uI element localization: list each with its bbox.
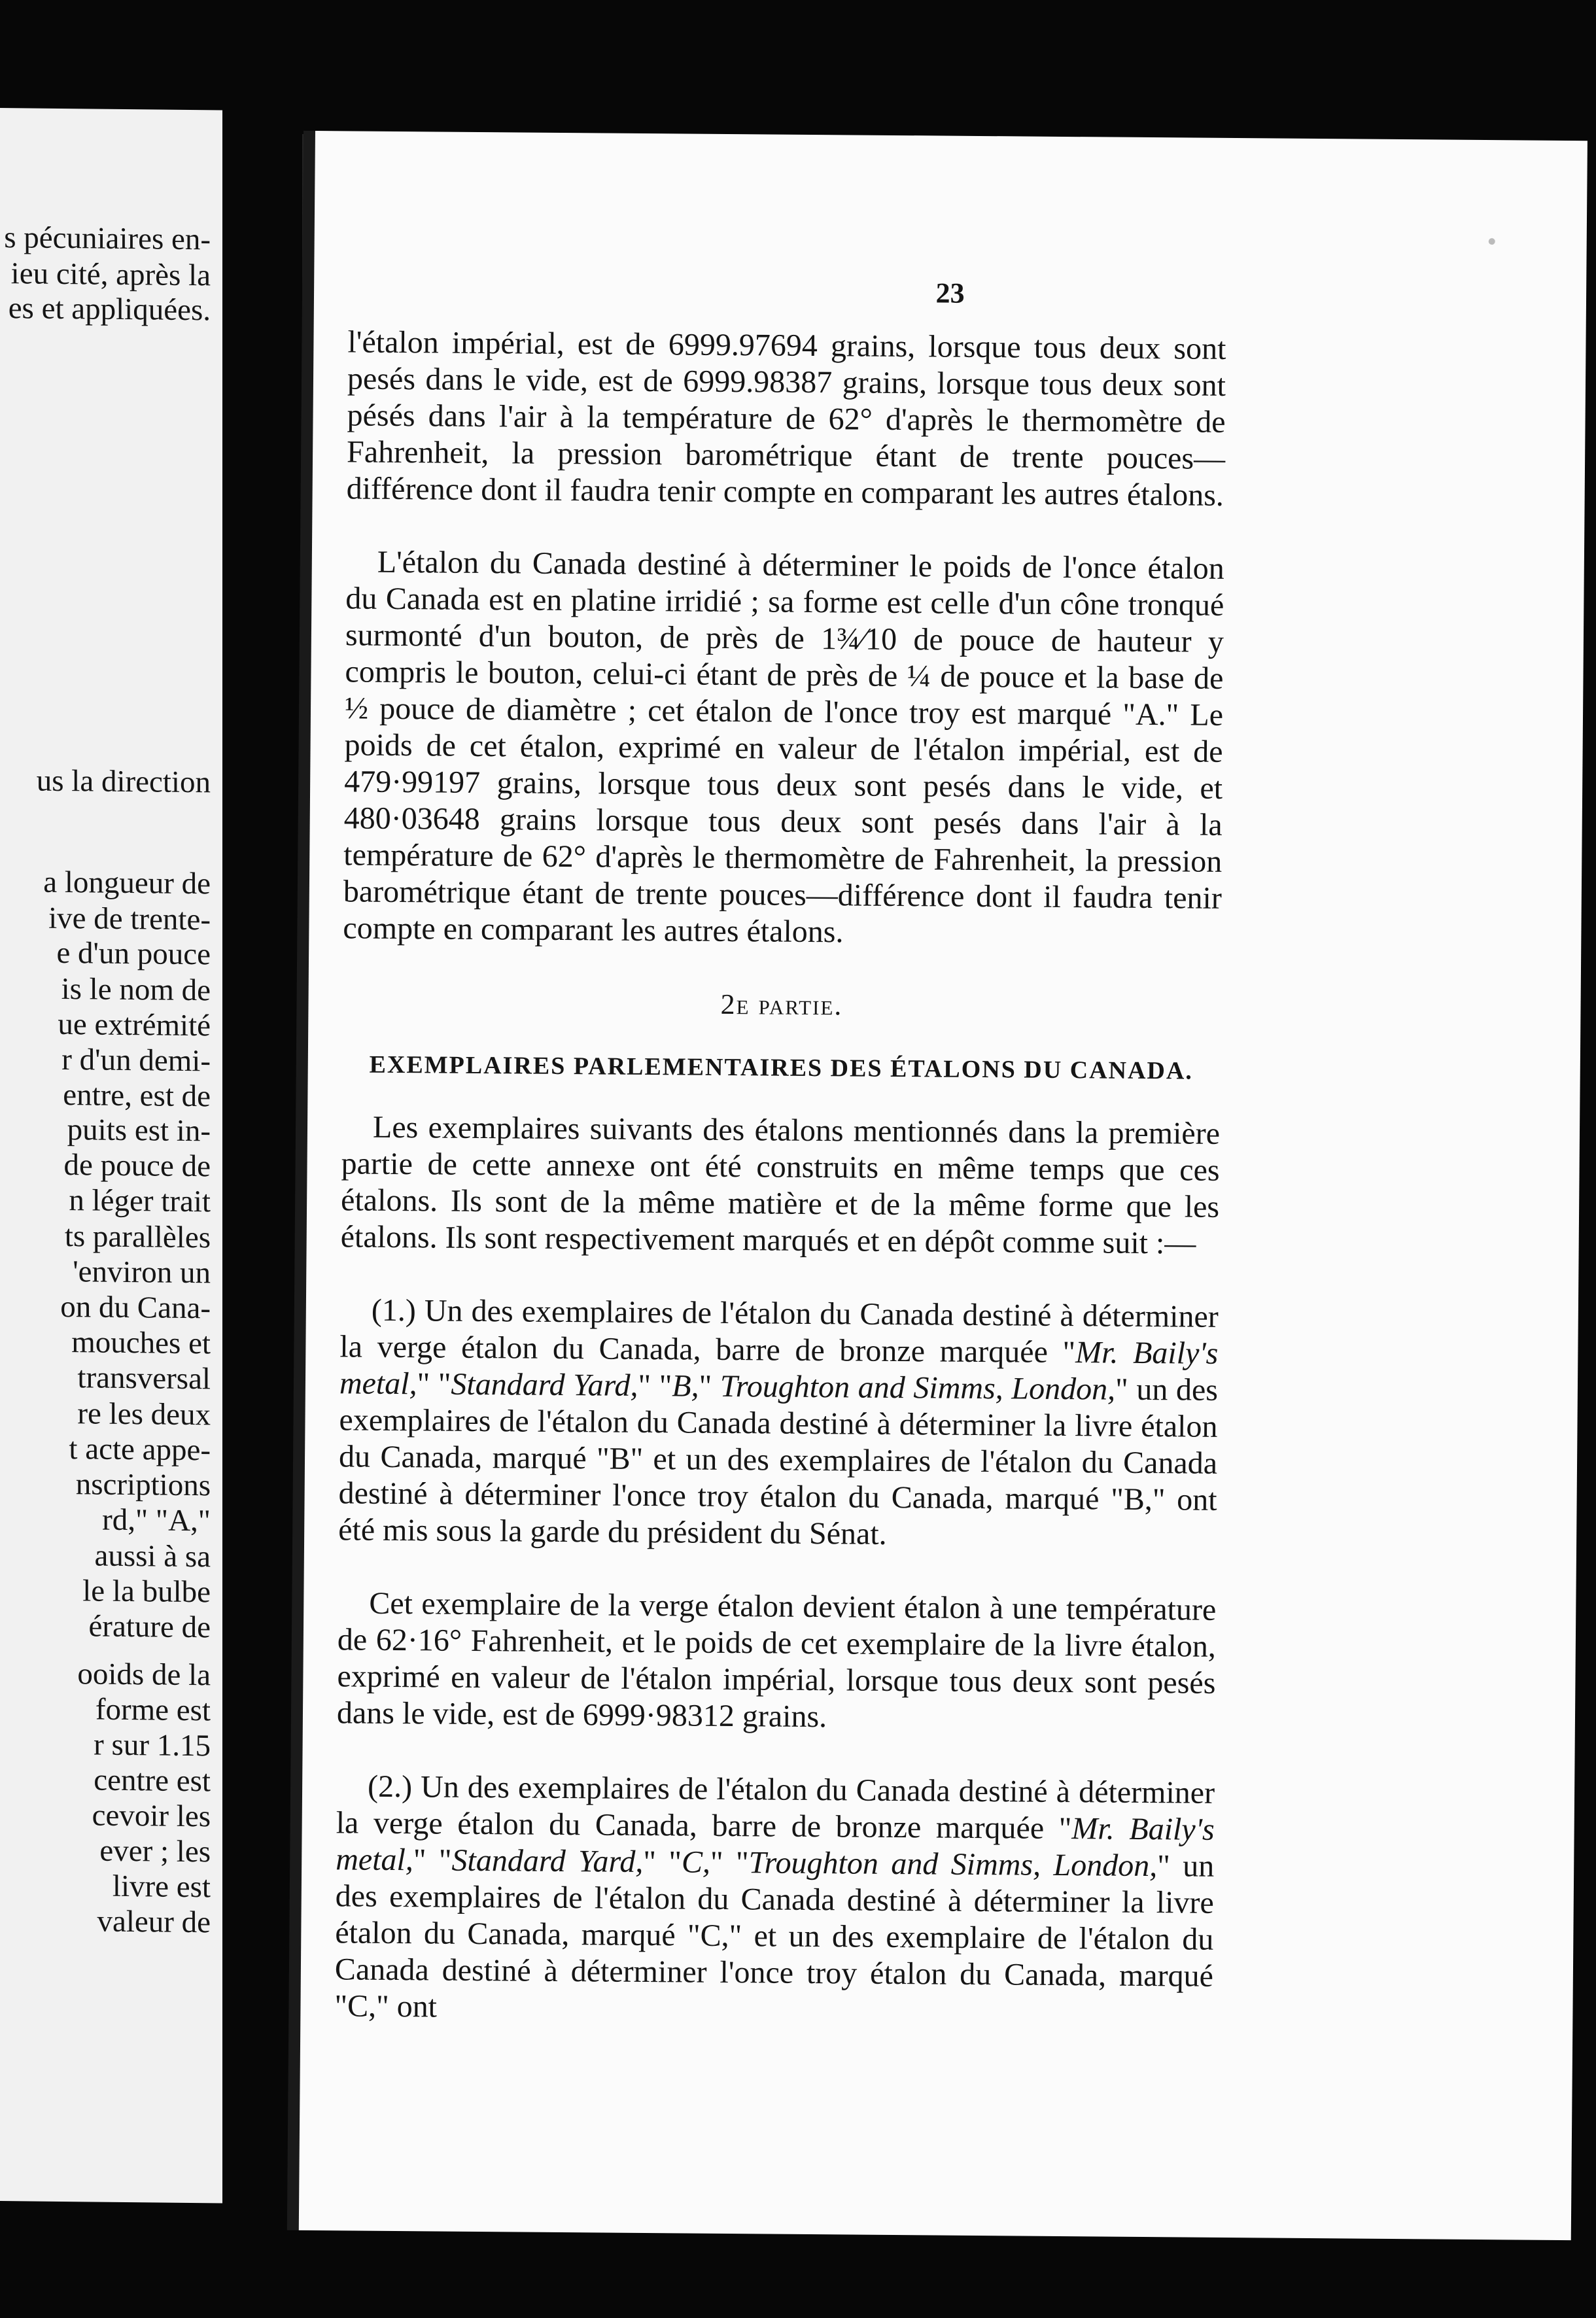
paragraph-3: Les exemplaires suivants des étalons mentionnés dans la première partie de cette annexe ont été construits en même temps que ces étalons. Ils sont de la même matière et de la même forme que les étalons. Ils sont respectivement marqués et en dépôt comme suit :—	[340, 1109, 1221, 1261]
paragraph-6-text: " un des exemplaires de l'étalon du Canada destiné à déterminer la livre étalon du Canada, marqué "C," et un des exemplaire de l'étalon du Canada destiné à déterminer l'once troy étalon du Canada, marqué "C," ont	[334, 1848, 1215, 2024]
previous-page-line: ive de trente-	[48, 901, 211, 937]
previous-page-line: s pécuniaires en-	[4, 220, 211, 257]
previous-page-line: érature de	[88, 1609, 211, 1645]
previous-page-line: 'environ un	[73, 1254, 211, 1290]
previous-page-line: on du Cana-	[60, 1289, 211, 1326]
previous-page-line: puits est in-	[67, 1113, 211, 1149]
paragraph-6-italic: Mr. Baily's metal,	[336, 1811, 1215, 1878]
paragraph-1: l'étalon impérial, est de 6999.97694 grains, lorsque tous deux sont pesés dans le vide, est de 6999.98387 grains, lorsque tous deux sont pésés dans l'air à la température de 62° d'après le thermomètre de Fahrenheit, la pression barométrique étant de trente pouces—différence dont il faudra tenir compte en comparant les autres étalons.	[346, 324, 1226, 513]
section-subheading: EXEMPLAIRES PARLEMENTAIRES DES ÉTALONS DU CANADA.	[369, 1050, 1194, 1085]
previous-page-line: mouches et	[71, 1325, 211, 1361]
previous-page-line: re les deux	[77, 1396, 211, 1432]
previous-page-line: ever ; les	[99, 1833, 211, 1869]
paragraph-4	[338, 1292, 1219, 1555]
page-number: 23	[935, 277, 965, 309]
previous-page-line: us la direction	[36, 763, 211, 800]
previous-page-line: is le nom de	[61, 971, 211, 1008]
previous-page-line: t acte appe-	[69, 1432, 211, 1468]
paragraph-6-italic: C,	[681, 1844, 711, 1880]
previous-page-line: ue extrémité	[58, 1007, 211, 1043]
previous-page-line: cevoir les	[92, 1798, 211, 1834]
paragraph-4-italic: B,	[672, 1368, 699, 1404]
paragraph-4-italic: Troughton and Simms, London,	[720, 1368, 1116, 1407]
previous-page-line: r sur 1.15	[94, 1727, 211, 1763]
previous-page-line: aussi à sa	[94, 1538, 211, 1574]
paragraph-6-italic: Troughton and Simms, London,	[748, 1845, 1158, 1884]
previous-page-line: ts parallèles	[64, 1219, 211, 1255]
previous-page-line: centre est	[94, 1763, 211, 1799]
paragraph-4-italic: Standard Yard,	[451, 1366, 638, 1403]
paragraph-4-text: " "	[638, 1368, 672, 1404]
paragraph-4-text: "	[699, 1368, 721, 1404]
previous-page-line: livre est	[112, 1869, 211, 1905]
previous-page-line: forme est	[95, 1692, 211, 1728]
previous-page-line: valeur de	[97, 1904, 211, 1940]
previous-page-line: es et appliquées.	[8, 291, 211, 328]
previous-page-line: ieu cité, après la	[10, 256, 211, 293]
section-heading: 2e partie.	[720, 988, 843, 1022]
page-body	[334, 324, 1226, 2031]
paragraph-4-text: " "	[417, 1366, 451, 1402]
previous-page-line: le la bulbe	[82, 1574, 211, 1610]
paragraph-4-text: (1.) Un des exemplaires de l'étalon du Canada destiné à déterminer la verge étalon du Canada, barre de bronze marquée "	[339, 1292, 1219, 1370]
paragraph-6-text: " "	[643, 1844, 682, 1880]
paragraph-6	[334, 1768, 1215, 2032]
paragraph-6-text: " "	[413, 1842, 452, 1878]
previous-page-line: nscriptions	[75, 1467, 211, 1503]
previous-page-line: de pouce de	[63, 1148, 211, 1184]
speck-mark	[1489, 238, 1495, 245]
previous-page-line: e d'un pouce	[56, 935, 211, 972]
previous-page-line: n léger trait	[69, 1183, 211, 1219]
paragraph-6-italic: Standard Yard,	[451, 1842, 644, 1880]
previous-page-line: ooids de la	[77, 1657, 211, 1693]
previous-page-line: r d'un demi-	[61, 1042, 211, 1079]
current-page	[299, 131, 1587, 2240]
previous-page-line: entre, est de	[63, 1078, 211, 1114]
paragraph-6-text: " "	[710, 1844, 749, 1880]
paragraph-5: Cet exemplaire de la verge étalon devient étalon à une température de 62·16° Fahrenheit, et le poids de cet exemplaire de la livre étalon, exprimé en valeur de l'étalon impérial, lorsque tous deux sont pesés dans le vide, est de 6999·98312 grains.	[336, 1585, 1217, 1735]
paragraph-4-italic: Mr. Baily's metal,	[339, 1335, 1219, 1402]
paragraph-2: L'étalon du Canada destiné à déterminer le poids de l'once étalon du Canada est en platine irridié ; sa forme est celle d'un cône tronqué surmonté d'un bouton, de près de 1¾⁄10 de pouce de hauteur y compris le bouton, celui-ci étant de près de ¼ de pouce et la base de ½ pouce de diamètre ; cet étalon de l'once troy est marqué "A." Le poids de cet étalon, exprimé en valeur de l'étalon impérial, est de 479·99197 grains, lorsque tous deux sont pesés dans le vide, et 480·03648 grains lorsque tous deux sont pesés dans l'air à la température de 62° d'après le thermomètre de Fahrenheit, la pression barométrique étant de trente pouces—différence dont il faudra tenir compte en comparant les autres étalons.	[343, 544, 1224, 950]
previous-page-line: transversal	[77, 1360, 211, 1396]
previous-page-fragment	[0, 108, 222, 2204]
paragraph-6-text: (2.) Un des exemplaires de l'étalon du Canada destiné à déterminer la verge étalon du Canada, barre de bronze marquée "	[336, 1769, 1215, 1846]
paragraph-4-text: " un des exemplaires de l'étalon du Canada destiné à déterminer la livre étalon du Canada, marqué "B" et un des exemplaires de l'étalon du Canada destiné à déterminer l'once troy étalon du Canada, marqué "B," ont été mis sous la garde du président du Sénat.	[338, 1372, 1219, 1551]
previous-page-line: a longueur de	[43, 865, 211, 901]
previous-page-line: rd," "A,"	[102, 1502, 211, 1538]
